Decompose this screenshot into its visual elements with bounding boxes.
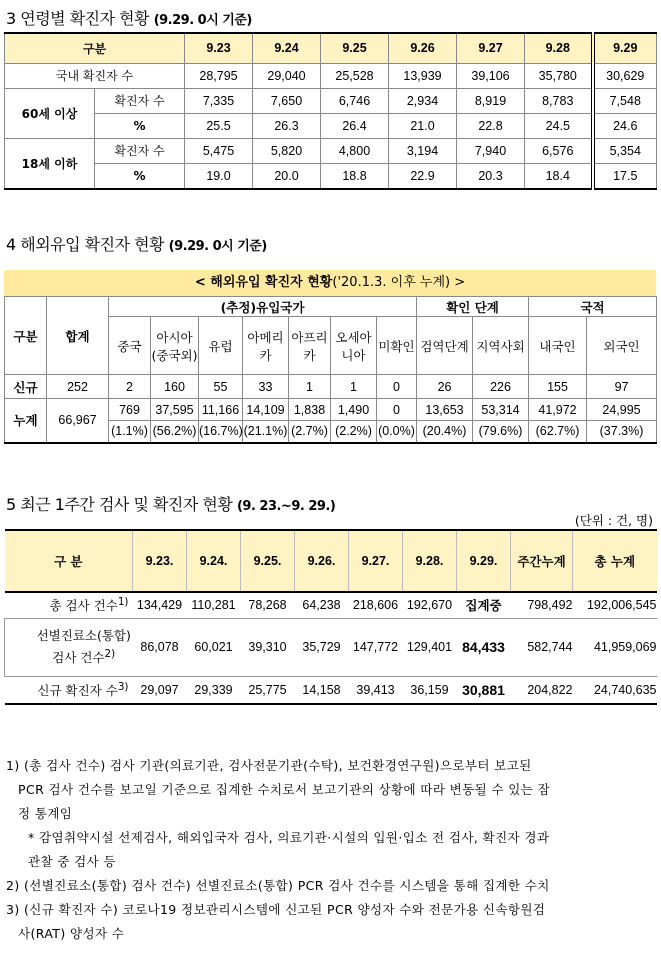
footnote-3: 3) (신규 확진자 수) 코로나19 정보관리시스템에 신고된 PCR 양성자 수와 전문가용 신속항원검 — [6, 902, 546, 917]
table-row: 60세 이상 확진자 수 7,335 7,650 6,746 2,934 8,919 8,783 7,548 — [5, 88, 657, 113]
footnote-1-detail-cont: 관찰 중 검사 등 — [28, 854, 116, 869]
section-heading-tests: 5 최근 1주간 검사 및 확진자 현황 (9. 23.~9. 29.) — [6, 495, 336, 514]
table-row: 누계 66,967 769 37,595 11,166 14,109 1,838 1,490 0 13,653 53,314 41,972 24,995 — [5, 399, 657, 421]
section-heading-overseas: 4 해외유입 확진자 현황 (9.29. 0시 기준) — [6, 235, 267, 254]
footnote-1-cont: 정 통계임 — [18, 806, 73, 821]
table-row: 국내 확진자 수 28,795 29,040 25,528 13,939 39,106 35,780 30,629 — [5, 63, 657, 88]
table-row: % 19.0 20.0 18.8 22.9 20.3 18.4 17.5 — [5, 163, 657, 189]
table-header-row: 중국 아시아(중국외) 유럽 아메리카 아프리카 오세아니아 미확인 검역단계 지역사회 내국인 외국인 — [5, 317, 657, 375]
section-heading-age: 3 연령별 확진자 현황 (9.29. 0시 기준) — [6, 9, 252, 28]
overseas-confirmed-table — [4, 296, 657, 444]
footnotes — [6, 754, 550, 946]
footnote-1-cont: PCR 검사 건수를 보고일 기준으로 집계한 수치로서 보고기관의 상황에 따라 변동될 수 있는 잠 — [18, 782, 551, 797]
table-row: 신규 252 2 160 55 33 1 1 0 26 226 155 97 — [5, 375, 657, 399]
table-row: 총 검사 건수$^{1)}$ 134,429 110,281 78,268 64,238 218,606 192,670 집계중 798,492 192,006,545 — [5, 592, 657, 618]
table-header-row: 구분 합계 (추정)유입국가 확인 단계 국적 — [5, 297, 657, 317]
table-header-row: 구분 9.23 9.24 9.25 9.26 9.27 9.28 9.29 — [5, 33, 657, 63]
table-header-row: 구 분 9.23. 9.24. 9.25. 9.26. 9.27. 9.28. 9.29. 주간누계 총 누계 — [5, 530, 657, 592]
table-row: 18세 이하 확진자 수 5,475 5,820 4,800 3,194 7,940 6,576 5,354 — [5, 138, 657, 163]
table-row: (1.1%) (56.2%) (16.7%) (21.1%) (2.7%) (2.2%) (0.0%) (20.4%) (79.6%) (62.7%) (37.3%) — [5, 421, 657, 443]
table-row: % 25.5 26.3 26.4 21.0 22.8 24.5 24.6 — [5, 113, 657, 138]
footnote-1: 1) (총 검사 건수) 검사 기관(의료기관, 검사전문기관(수탁), 보건환경연구원)으로부터 보고된 — [6, 758, 532, 773]
footnote-2: 2) (선별진료소(통합) 검사 건수) 선별진료소(통합) PCR 검사 건수를 시스템을 통해 집계한 수치 — [6, 878, 550, 893]
weekly-tests-table — [4, 529, 657, 705]
table-row: 신규 확진자 수$^{3)}$ 29,097 29,339 25,775 14,158 39,413 36,159 30,881 204,822 24,740,635 — [5, 676, 657, 704]
unit-label: (단위 : 건, 명) — [574, 513, 653, 528]
footnote-1-detail: * 감염취약시설 선제검사, 해외입국자 검사, 의료기관·시설의 입원·입소 전 검사, 확진자 경과 — [28, 830, 550, 845]
footnote-3-cont: 사(RAT) 양성자 수 — [18, 926, 125, 941]
overseas-table-caption: < 해외유입 확진자 현황('20.1.3. 이후 누계) > — [4, 270, 656, 296]
table-row: 선별진료소(통합) 검사 건수$^{2)}$ 86,078 60,021 39,310 35,729 147,772 129,401 84,433 582,744 41,959,069 — [5, 618, 657, 676]
age-confirmed-table — [4, 32, 657, 190]
